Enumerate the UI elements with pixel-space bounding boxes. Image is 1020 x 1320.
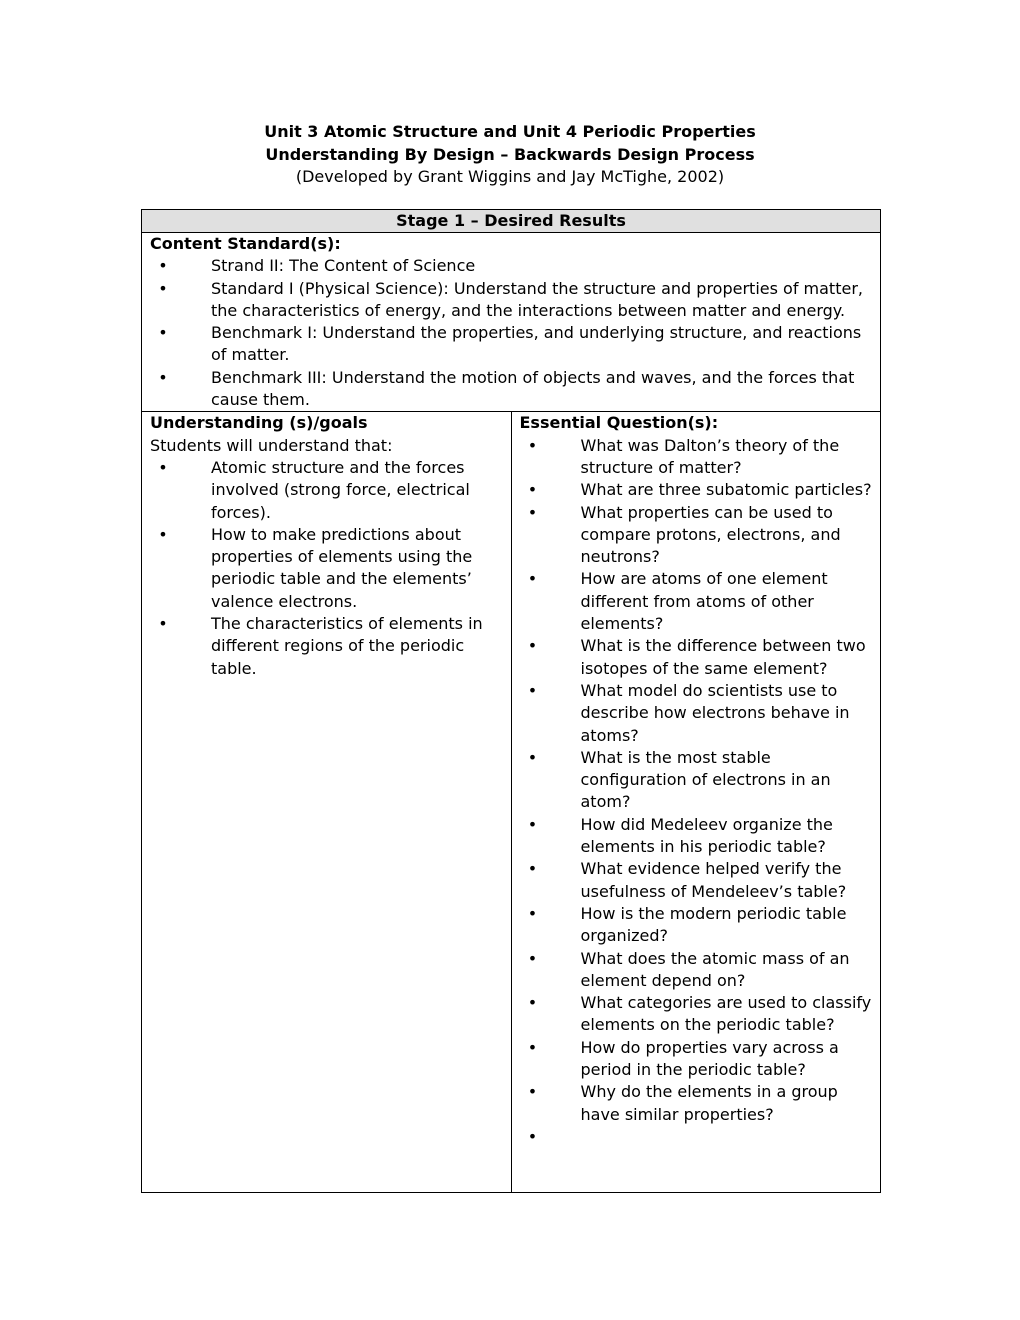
content-standards-title: Content Standard(s): <box>150 234 341 253</box>
list-item <box>520 903 873 948</box>
list-item <box>150 322 872 367</box>
understandings-cell <box>142 412 512 1193</box>
bullet-icon: • <box>527 814 538 834</box>
essential-questions-list <box>520 435 873 1149</box>
list-item <box>150 255 872 277</box>
bullet-icon: • <box>158 256 168 276</box>
list-item <box>520 814 873 859</box>
stage-header: Stage 1 – Desired Results <box>142 210 881 233</box>
bullet-icon: • <box>527 1082 538 1102</box>
list-item <box>520 747 873 814</box>
list-item-text: What properties can be used to compare protons, electrons, and neutrons? <box>580 502 841 567</box>
list-item <box>520 858 873 903</box>
list-item <box>150 457 503 524</box>
bullet-icon: • <box>527 680 538 700</box>
list-item <box>520 680 873 747</box>
document-header <box>0 121 1020 189</box>
list-item-text: Standard I (Physical Science): Understand the structure and properties of matter, the characteristics of energy, and the interactions between matter and energy. <box>211 278 863 320</box>
list-item <box>150 278 872 323</box>
list-item-text: How is the modern periodic table organized? <box>580 903 847 946</box>
list-item-empty <box>520 1126 873 1148</box>
list-item-text: How to make predictions about properties of elements using the periodic table and the elements’ valence electrons. <box>211 524 473 611</box>
list-item <box>520 568 873 635</box>
list-item-text: Atomic structure and the forces involved (strong force, electrical forces). <box>211 457 470 522</box>
list-item-text: How do properties vary across a period in the periodic table? <box>580 1037 839 1079</box>
list-item-text: What was Dalton’s theory of the structure of matter? <box>580 435 840 477</box>
list-item-text: Benchmark III: Understand the motion of objects and waves, and the forces that cause them. <box>211 367 855 410</box>
list-item-text: Benchmark I: Understand the properties, and underlying structure, and reactions of matter. <box>211 323 862 365</box>
content-standards-list <box>150 255 872 411</box>
understandings-list <box>150 457 503 680</box>
list-item-text: Strand II: The Content of Science <box>211 256 476 276</box>
bullet-icon: • <box>527 636 538 656</box>
bullet-icon: • <box>158 524 168 544</box>
document-title: Unit 3 Atomic Structure and Unit 4 Periodic Properties <box>264 122 756 141</box>
bullet-icon: • <box>158 367 168 387</box>
bullet-icon: • <box>527 502 538 522</box>
list-item <box>520 992 873 1037</box>
list-item-text: Why do the elements in a group have similar properties? <box>580 1082 838 1124</box>
list-item <box>520 435 873 480</box>
list-item-text: What is the most stable configuration of electrons in an atom? <box>580 747 831 812</box>
understandings-intro: Students will understand that: <box>150 435 393 455</box>
bullet-icon: • <box>527 569 538 589</box>
document-subtitle: Understanding By Design – Backwards Design Process <box>265 144 755 164</box>
list-item-text: How are atoms of one element different from atoms of other elements? <box>580 569 828 634</box>
list-item-text: How did Medeleev organize the elements in his periodic table? <box>580 814 833 857</box>
bullet-icon: • <box>527 1037 538 1057</box>
list-item-text: What model do scientists use to describe how electrons behave in atoms? <box>580 680 850 745</box>
bullet-icon: • <box>527 993 538 1013</box>
list-item-text: What categories are used to classify elements on the periodic table? <box>580 993 872 1035</box>
essential-questions-cell <box>511 412 881 1193</box>
list-item <box>520 479 873 501</box>
essential-questions-title: Essential Question(s): <box>519 413 719 433</box>
list-item-text: What does the atomic mass of an element depend on? <box>580 948 850 990</box>
list-item-text: The characteristics of elements in different regions of the periodic table. <box>211 614 483 678</box>
list-item <box>520 1081 873 1126</box>
bullet-icon: • <box>527 1126 538 1146</box>
bullet-icon: • <box>158 614 168 634</box>
bullet-icon: • <box>527 948 538 968</box>
bullet-icon: • <box>158 457 168 477</box>
bullet-icon: • <box>158 278 168 298</box>
list-item <box>520 635 873 680</box>
list-item <box>520 1037 873 1082</box>
list-item-text: What are three subatomic particles? <box>580 480 872 500</box>
bullet-icon: • <box>527 747 538 767</box>
list-item-text: What is the difference between two isotopes of the same element? <box>580 636 866 678</box>
document-attribution: (Developed by Grant Wiggins and Jay McTighe, 2002) <box>295 167 725 186</box>
list-item <box>150 613 503 680</box>
list-item <box>150 367 872 412</box>
list-item <box>520 948 873 993</box>
list-item-text: What evidence helped verify the usefulness of Mendeleev’s table? <box>580 859 847 901</box>
bullet-icon: • <box>527 435 538 455</box>
bullet-icon: • <box>527 859 538 879</box>
bullet-icon: • <box>527 480 538 500</box>
list-item <box>150 524 503 613</box>
bullet-icon: • <box>158 323 168 343</box>
stage-1-table <box>141 209 881 1193</box>
list-item <box>520 502 873 569</box>
understandings-title: Understanding (s)/goals <box>150 413 368 433</box>
content-standards-cell <box>142 233 881 412</box>
bullet-icon: • <box>527 903 538 923</box>
